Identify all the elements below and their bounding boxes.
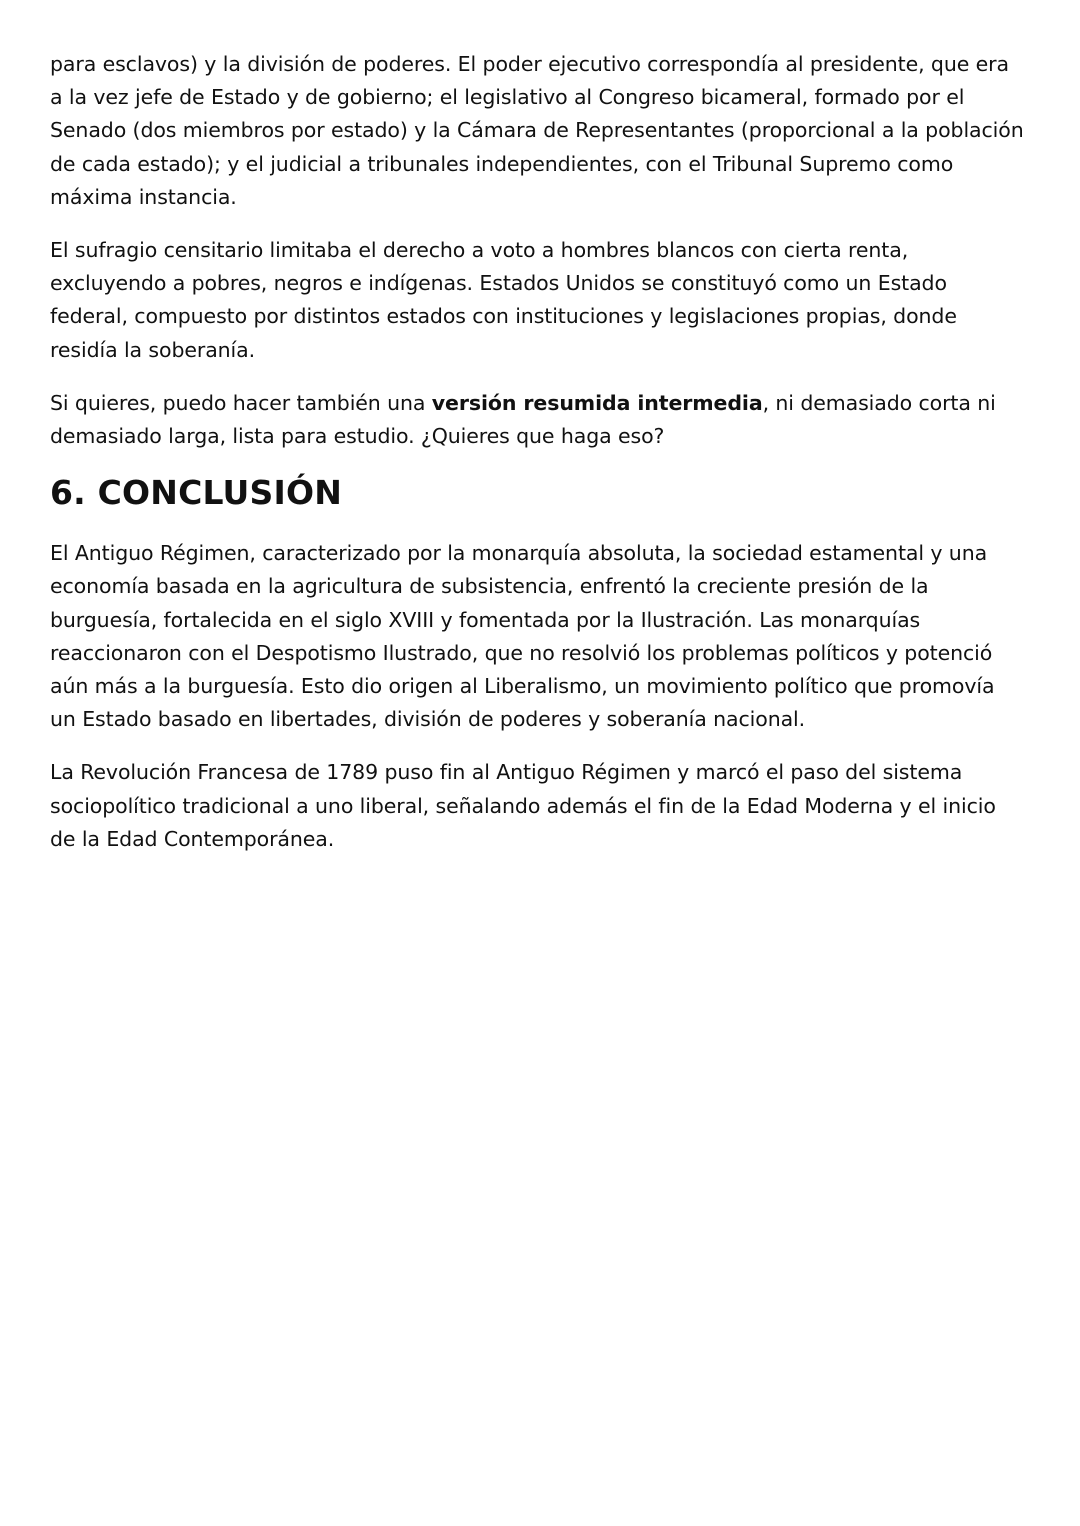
document-page xyxy=(50,48,1025,876)
section-heading-conclusion: 6. CONCLUSIÓN xyxy=(50,473,343,513)
paragraph-us-constitution: para esclavos) y la división de poderes. El poder ejecutivo correspondía al presidente, que era a la vez jefe de Estado y de gobierno; el legislativo al Congreso bicameral, formado por el Senado (dos miembros por estado) y la Cámara de Representantes (proporcional a la población de cada estado); y el judicial a tribunales independientes, con el Tribunal Supremo como máxima instancia. xyxy=(50,52,1024,209)
paragraph-offer-before: Si quieres, puedo hacer también una xyxy=(50,390,432,415)
paragraph-sufragio: El sufragio censitario limitaba el derecho a voto a hombres blancos con cierta renta, excluyendo a pobres, negros e indígenas. Estados Unidos se constituyó como un Estado federal, compuesto por distintos estados con instituciones y legislaciones propias, donde residía la soberanía. xyxy=(50,238,957,362)
paragraph-antiguo-regimen: El Antiguo Régimen, caracterizado por la monarquía absoluta, la sociedad estamental y una economía basada en la agricultura de subsistencia, enfrentó la creciente presión de la burguesía, fortalecida en el siglo XVIII y fomentada por la Ilustración. Las monarquías reaccionaron con el Despotismo Ilustrado, que no resolvió los problemas políticos y potenció aún más a la burguesía. Esto dio origen al Liberalismo, un movimiento político que promovía un Estado basado en libertades, división de poderes y soberanía nacional. xyxy=(50,541,995,732)
paragraph-offer-bold: versión resumida intermedia xyxy=(431,390,763,415)
paragraph-revolucion-francesa: La Revolución Francesa de 1789 puso fin al Antiguo Régimen y marcó el paso del sistema sociopolítico tradicional a uno liberal, señalando además el fin de la Edad Moderna y el inicio de la Edad Contemporánea. xyxy=(50,760,996,851)
paragraph-offer xyxy=(50,387,1025,453)
paragraph-offer-after: , ni demasiado corta ni demasiado larga, lista para estudio. ¿Quieres que haga eso? xyxy=(50,390,996,449)
